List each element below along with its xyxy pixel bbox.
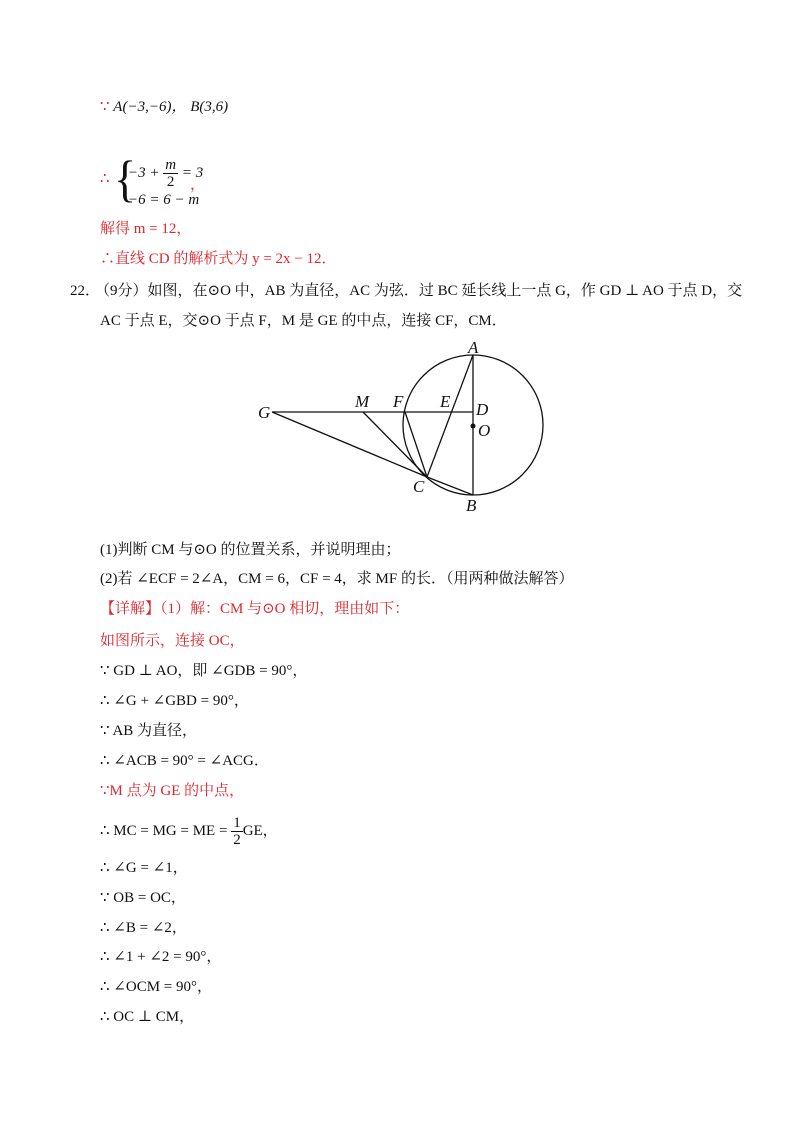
question-number: 22． <box>70 283 101 299</box>
geometry-figure <box>250 335 560 525</box>
label-e: E <box>440 392 451 411</box>
line-ac <box>427 355 473 477</box>
row2: −6 = 6 − m <box>128 192 200 208</box>
line-gc <box>272 412 427 477</box>
row1-right: = 3 <box>178 164 204 181</box>
row1-left: −3 + <box>128 164 164 181</box>
question-text-1: （9分）如图，在⊙O 中，AB 为直径，AC 为弦．过 BC 延长线上一点 G，作 GD ⊥ AO 于点 D，交 <box>95 283 743 299</box>
frac-den: 2 <box>233 832 241 848</box>
solution-step: ∴ OC ⊥ CM， <box>100 1009 195 1025</box>
label-o: O <box>478 421 491 440</box>
frac-num: 1 <box>233 815 241 831</box>
therefore-symbol: ∴ <box>100 171 110 187</box>
question-text-2: AC 于点 E，交⊙O 于点 F，M 是 GE 的中点，连接 CF，CM． <box>100 313 507 329</box>
brace: { <box>114 150 137 207</box>
solution-step: ∴ ∠G = ∠1， <box>100 860 188 876</box>
label-b: B <box>466 496 477 515</box>
label-c: C <box>413 477 425 496</box>
center-dot <box>471 424 476 429</box>
line-cd-result: ∴直线 CD 的解析式为 y = 2x − 12． <box>100 251 337 267</box>
label-m: M <box>355 392 370 411</box>
solution-step: ∵ AB 为直径， <box>100 723 198 739</box>
eq-left: ∴ MC = MG = ME = <box>100 822 232 839</box>
frac-den: 2 <box>166 174 175 190</box>
label-f: F <box>393 392 404 411</box>
solution-heading: 【详解】（1）解：CM 与⊙O 相切，理由如下： <box>100 601 410 617</box>
label-d: D <box>476 400 489 419</box>
solution-step: ∴ ∠G + ∠GBD = 90°， <box>100 693 249 709</box>
solution-step: ∵M 点为 GE 的中点， <box>100 783 245 799</box>
frac-num: m <box>165 157 177 173</box>
label-a: A <box>468 338 479 357</box>
given-points <box>100 97 228 117</box>
solve-m: 解得 m = 12， <box>100 221 192 237</box>
line-mc <box>363 412 427 477</box>
eq-right: GE， <box>242 822 278 839</box>
solution-step: ∵ OB = OC， <box>100 890 186 906</box>
line-cb <box>427 477 473 495</box>
solution-step: ∴ ∠ACB = 90° = ∠ACG． <box>100 753 269 769</box>
solution-step: ∴ ∠OCM = 90°， <box>100 979 212 995</box>
solution-step-fraction <box>100 815 278 848</box>
solution-step: ∵ GD ⊥ AO，即 ∠GDB = 90°， <box>100 663 308 679</box>
solution-step: 如图所示，连接 OC， <box>100 633 245 649</box>
label-g: G <box>258 403 271 422</box>
part-2: (2)若 ∠ECF = 2∠A，CM = 6，CF = 4，求 MF 的长．（用两种做法解答） <box>100 571 574 587</box>
line-fc <box>405 412 427 477</box>
solution-step: ∴ ∠B = ∠2， <box>100 920 187 936</box>
because-symbol: ∵ <box>100 99 110 115</box>
comma: ， <box>190 177 206 193</box>
part-1: (1)判断 CM 与⊙O 的位置关系，并说明理由； <box>100 542 401 558</box>
solution-step: ∴ ∠1 + ∠2 = 90°， <box>100 949 222 965</box>
points-text: A(−3,−6)， B(3,6) <box>113 99 229 115</box>
